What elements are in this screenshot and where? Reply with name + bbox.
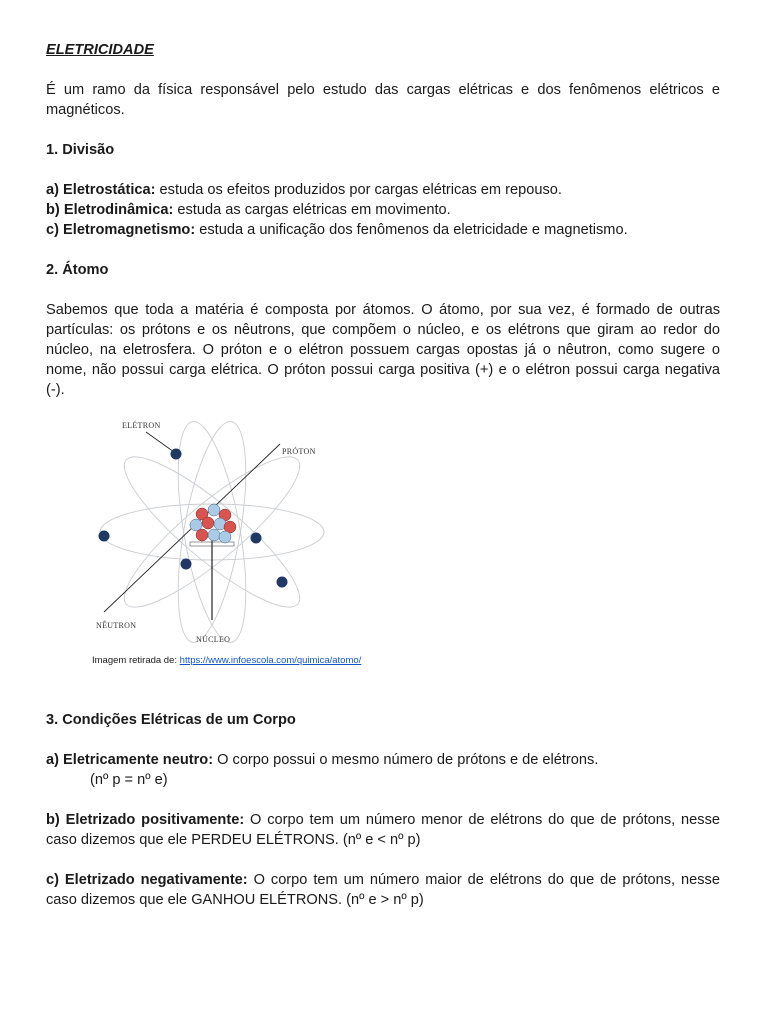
electron-particle — [171, 449, 182, 460]
electron-particle — [277, 577, 288, 588]
atom-diagram-svg — [94, 414, 334, 646]
electron-particle — [99, 531, 110, 542]
proton-label: PRÓTON — [282, 447, 316, 456]
division-term: b) Eletrodinâmica: — [46, 202, 174, 218]
proton-particle — [196, 529, 208, 541]
division-term: a) Eletrostática: — [46, 182, 156, 198]
electron-label: ELÉTRON — [122, 421, 161, 430]
division-text: estuda as cargas elétricas em movimento. — [173, 202, 451, 218]
electron-pointer-line — [146, 432, 174, 452]
condition-negative — [46, 870, 720, 910]
document-title: ELETRICIDADE — [46, 42, 154, 58]
neutron-particle — [219, 531, 231, 543]
atom-paragraph: Sabemos que toda a matéria é composta por átomos. O átomo, por sua vez, é formado de outras partículas: os prótons e os nêutrons, que compõem o núcleo, e os elétrons que giram ao redor do núcleo, na eletrosfera. O próton e o elétron possuem cargas opostas já o nêutron, como sugere o nome, não possui carga elétrica. O próton possui carga positiva (+) e o elétron possui carga negativa (-). — [46, 302, 720, 398]
neutron-particle — [208, 504, 220, 516]
electron-particle — [251, 533, 262, 544]
division-item-c — [46, 220, 720, 240]
caption-prefix: Imagem retirada de: — [92, 655, 180, 666]
condition-term: a) Eletricamente neutro: — [46, 752, 214, 768]
neutron-particle — [208, 529, 220, 541]
intro-paragraph: É um ramo da física responsável pelo estudo das cargas elétricas e dos fenômenos elétricos e magnéticos. — [46, 82, 720, 118]
division-item-b — [46, 200, 720, 220]
nucleus-label: NÚCLEO — [196, 635, 231, 644]
division-text: estuda a unificação dos fenômenos da eletricidade e magnetismo. — [195, 222, 628, 238]
condition-neutral — [46, 750, 720, 770]
division-item-a — [46, 180, 720, 200]
section-3-heading: 3. Condições Elétricas de um Corpo — [46, 712, 296, 728]
neutral-formula: (nº p = nº e) — [90, 772, 168, 788]
proton-particle — [202, 517, 214, 529]
neutron-label: NÊUTRON — [96, 621, 137, 630]
electrons — [99, 449, 288, 588]
condition-term: b) Eletrizado positivamente: — [46, 812, 245, 828]
division-term: c) Eletromagnetismo: — [46, 222, 196, 238]
document-page — [46, 40, 720, 910]
condition-text: O corpo tem um número menor de elétrons do que de prótons, nesse caso dizemos que ele PERDEU ELÉTRONS. (nº e < nº p) — [46, 812, 720, 848]
condition-term: c) Eletrizado negativamente: — [46, 872, 248, 888]
condition-text: O corpo tem um número maior de elétrons do que de prótons, nesse caso dizemos que ele GANHOU ELÉTRONS. (nº e > nº p) — [46, 872, 720, 908]
condition-positive — [46, 810, 720, 850]
section-2-heading: 2. Átomo — [46, 262, 109, 278]
image-caption — [92, 654, 720, 668]
atom-diagram — [94, 414, 334, 646]
source-link[interactable]: https://www.infoescola.com/quimica/atomo/ — [179, 655, 362, 666]
division-text: estuda os efeitos produzidos por cargas elétricas em repouso. — [155, 182, 562, 198]
section-1-heading: 1. Divisão — [46, 142, 115, 158]
condition-text: O corpo possui o mesmo número de prótons e de elétrons. — [213, 752, 599, 768]
electron-particle — [181, 559, 192, 570]
